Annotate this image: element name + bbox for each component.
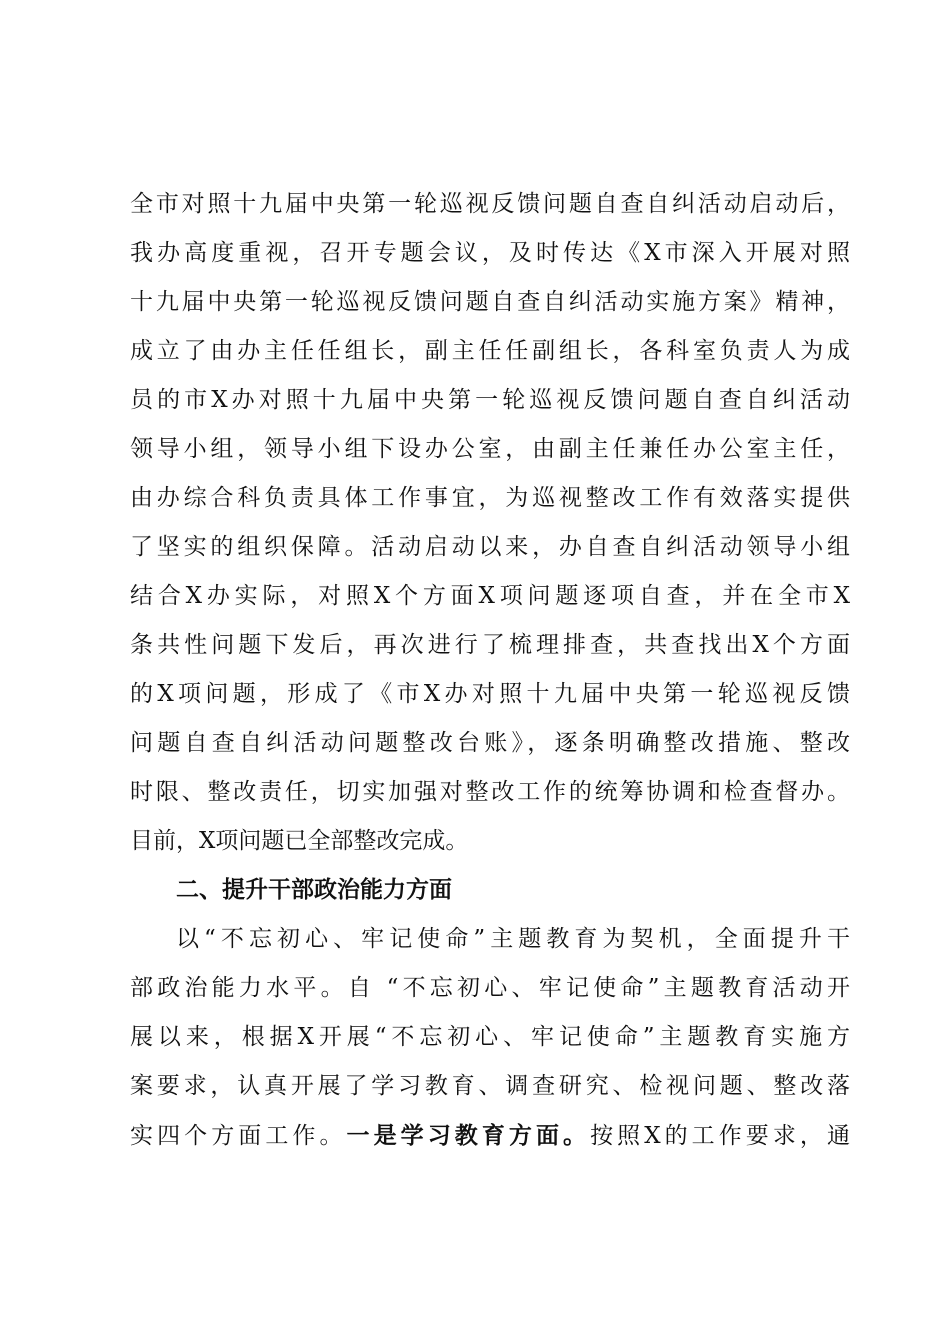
paragraph-1-line-2: 我办高度重视，召开专题会议，及时传达《X市深入开展对照 bbox=[130, 240, 850, 266]
paragraph-1-line-7: 由办综合科负责具体工作事宜，为巡视整改工作有效落实提供 bbox=[130, 485, 850, 511]
paragraph-1-line-3: 十九届中央第一轮巡视反馈问题自查自纠活动实施方案》精神， bbox=[130, 289, 850, 315]
paragraph-2-line-3: 展以来，根据X开展“不忘初心、牢记使命”主题教育实施方 bbox=[130, 1024, 850, 1050]
paragraph-2-line-4: 案要求，认真开展了学习教育、调查研究、检视问题、整改落 bbox=[130, 1073, 850, 1099]
paragraph-1-line-4: 成立了由办主任任组长，副主任任副组长，各科室负责人为成 bbox=[130, 338, 850, 364]
document-body bbox=[130, 180, 850, 1160]
paragraph-2-line-5 bbox=[130, 1111, 850, 1160]
paragraph-1-line-14: 目前，X项问题已全部整改完成。 bbox=[130, 828, 469, 854]
paragraph-2-line-5-post: 按照X的工作要求，通 bbox=[590, 1123, 850, 1149]
paragraph-1-line-1: 全市对照十九届中央第一轮巡视反馈问题自查自纠活动启动后， bbox=[130, 191, 850, 217]
emphasis-learning-education: 一是学习教育方面。 bbox=[346, 1122, 591, 1149]
paragraph-2-line-5-pre: 实四个方面工作。 bbox=[130, 1123, 347, 1149]
paragraph-1-line-13: 时限、整改责任，切实加强对整改工作的统筹协调和检查督办。 bbox=[130, 779, 850, 805]
paragraph-1-line-5: 员的市X办对照十九届中央第一轮巡视反馈问题自查自纠活动 bbox=[130, 387, 850, 413]
paragraph-1-line-11: 的X项问题，形成了《市X办对照十九届中央第一轮巡视反馈 bbox=[130, 681, 850, 707]
paragraph-1-line-10: 条共性问题下发后，再次进行了梳理排查，共查找出X个方面 bbox=[130, 632, 850, 658]
section-heading-2: 二、提升干部政治能力方面 bbox=[176, 877, 452, 903]
paragraph-1-line-6: 领导小组，领导小组下设办公室，由副主任兼任办公室主任， bbox=[130, 436, 850, 462]
paragraph-1-line-9: 结合X办实际，对照X个方面X项问题逐项自查，并在全市X bbox=[130, 583, 850, 609]
paragraph-2-line-2: 部政治能力水平。自 “不忘初心、牢记使命”主题教育活动开 bbox=[130, 975, 850, 1001]
paragraph-2-line-1: 以“不忘初心、牢记使命”主题教育为契机，全面提升干 bbox=[176, 926, 850, 952]
paragraph-1-line-8: 了坚实的组织保障。活动启动以来，办自查自纠活动领导小组 bbox=[130, 534, 850, 560]
paragraph-1-line-12: 问题自查自纠活动问题整改台账》，逐条明确整改措施、整改 bbox=[130, 730, 850, 756]
